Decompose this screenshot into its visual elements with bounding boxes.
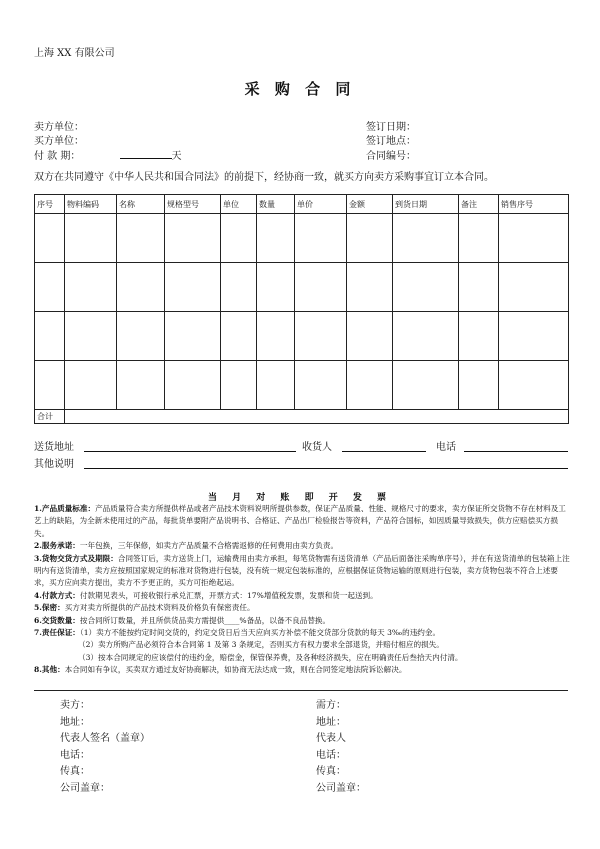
- seller-field: 卖方：: [60, 700, 90, 711]
- receiver-line[interactable]: [342, 451, 426, 452]
- seller-label: 卖方单位：: [34, 122, 84, 133]
- col-header: 规格型号: [165, 195, 221, 214]
- col-header: 到货日期: [393, 195, 459, 214]
- col-header: 单价: [295, 195, 347, 214]
- col-header: 数量: [257, 195, 295, 214]
- payment-unit: 天: [171, 151, 182, 162]
- term-item: （3）按本合同规定的应该偿付的违约金，赔偿金，保管保养费，及各种经济损失，应在明确责任后叁拾天内付清。: [78, 652, 463, 662]
- seller-signature-block: [60, 698, 150, 798]
- terms-section: [34, 503, 570, 677]
- receiver-label: 收货人: [302, 442, 332, 453]
- buyer-field: 需方：: [316, 700, 346, 711]
- seller-field: 代表人签名（盖章）: [60, 733, 150, 745]
- term-item: 1.产品质量标准：产品质量符合卖方所提供样品或者产品技术资料说明所提供参数，保证产品质量、性能、规格尺寸的要求，卖方保证所交货物不存在材料及工艺上的缺陷，为全新未使用过的产品，每批货单要附产品说明书、合格证、产品出厂检验报告等资料，产品符合国标，如因质量导致损失，供方应赔偿买方损失。: [34, 504, 566, 538]
- table-total-row: [35, 409, 569, 423]
- company-name: 上海 XX 有限公司: [34, 48, 115, 59]
- payment-term: [34, 147, 182, 162]
- table-row: [35, 262, 569, 311]
- seller-field: 地址：: [60, 716, 90, 728]
- col-header: 物料编码: [65, 195, 117, 214]
- payment-days-blank: [120, 149, 172, 159]
- intro-paragraph: 双方在共同遵守《中华人民共和国合同法》的前提下，经协商一致，就买方向卖方采购事宜订立本合同。: [34, 172, 494, 183]
- total-label: 合计: [35, 409, 65, 423]
- phone-line[interactable]: [464, 451, 568, 452]
- buyer-field: 地址：: [316, 716, 346, 728]
- term-item: 6.交货数量：按合同所订数量，并且所供货品卖方需提供____%备品，以备不良品替换。: [34, 615, 331, 625]
- term-item: 7.责任保证：（1）卖方不能按约定时间交货的，约定交货日后当天应向买方补偿不能交货部分货款的每天 3‰的违约金。: [34, 628, 441, 638]
- delivery-address-line[interactable]: [84, 451, 296, 452]
- buyer-field: 电话：: [316, 749, 346, 761]
- total-value[interactable]: [65, 409, 569, 423]
- term-item: 2.服务承诺：一年包换，三年保修，如卖方产品质量不合格需返修的任何费用由卖方负责。: [34, 541, 339, 551]
- seller-field: 传真：: [60, 766, 90, 778]
- invoice-note: 当 月 对 账 即 开 发 票: [208, 493, 392, 503]
- buyer-field: 代表人: [316, 733, 346, 745]
- buyer-label: 买方单位：: [34, 136, 84, 147]
- table-row: [35, 214, 569, 263]
- term-item: 8.其他：本合同如有争议，买卖双方通过友好协商解决，如协商无法达成一致，则在合同签定地法院诉讼解决。: [34, 665, 407, 675]
- delivery-address-label: 送货地址: [34, 442, 74, 453]
- table-row: [35, 360, 569, 409]
- document-title: 采 购 合 同: [244, 80, 356, 98]
- col-header: 销售序号: [499, 195, 569, 214]
- payment-label: 付 款 期：: [34, 151, 81, 162]
- section-divider: [34, 690, 568, 691]
- term-item: 4.付款方式：付款期见表头，可接收银行承兑汇票，开票方式：17%增值税发票，发票和货一起送到。: [34, 590, 378, 600]
- col-header: 序号: [35, 195, 65, 214]
- buyer-field: 公司盖章：: [316, 782, 366, 794]
- sign-place-label: 签订地点：: [366, 136, 416, 147]
- other-label: 其他说明: [34, 459, 74, 470]
- table-header-row: [35, 195, 569, 214]
- seller-field: 公司盖章：: [60, 782, 110, 794]
- term-item: 5.保密：买方对卖方所提供的产品技术资料及价格负有保密责任。: [34, 603, 255, 613]
- table-row: [35, 311, 569, 360]
- order-table: [34, 194, 569, 424]
- contract-no-label: 合同编号：: [366, 151, 416, 162]
- phone-label: 电话: [436, 442, 456, 453]
- col-header: 备注: [459, 195, 499, 214]
- other-line[interactable]: [84, 468, 568, 469]
- seller-field: 电话：: [60, 749, 90, 761]
- col-header: 金额: [347, 195, 393, 214]
- buyer-signature-block: [316, 698, 366, 798]
- buyer-field: 传真：: [316, 766, 346, 778]
- col-header: 名称: [117, 195, 165, 214]
- sign-date-label: 签订日期：: [366, 122, 416, 133]
- term-item: （2）卖方所购产品必须符合本合同第 1 及第 3 条规定，否则买方有权力要求全部退货，并赔付相应的损失。: [78, 640, 444, 650]
- col-header: 单位: [221, 195, 257, 214]
- term-item: 3.货物交货方式及期限：合同签订后，卖方送货上门，运输费用由卖方承担，每笔货物需有送货清单（产品后面备注采购单序号），并在有送货清单的包装箱上注明内有送货清单，卖方应按照国家规定的标准对货物进行包装，没有统一规定包装标准的，应根据保证货物运输的原则进行包装，卖方货物包装不符合上述要求，买方应向卖方提出，卖方不予更正的，买方可拒绝起运。: [34, 553, 570, 588]
